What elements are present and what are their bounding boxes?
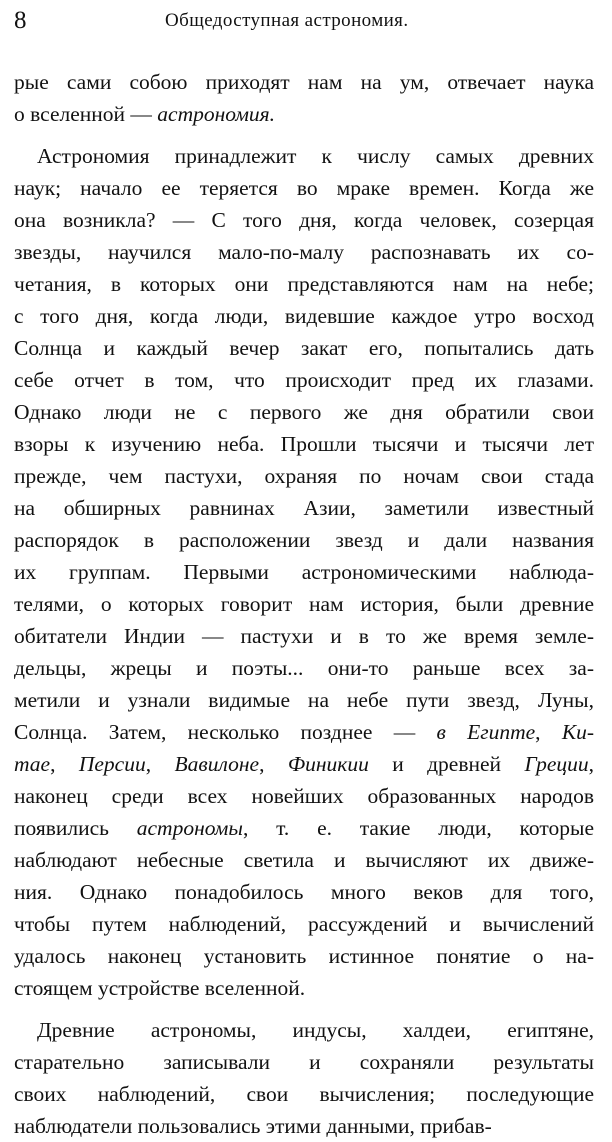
italic-text: Персии <box>78 752 146 776</box>
text-line <box>14 460 594 492</box>
running-title: Общедоступная астрономия. <box>165 10 409 31</box>
text-line <box>14 524 594 556</box>
text-line <box>14 98 594 130</box>
italic-text: в Египте <box>436 720 536 744</box>
text-span: дельцы, жрецы и поэты... они-то раньше всех за- <box>14 656 594 680</box>
text-line <box>14 652 594 684</box>
text-line <box>14 268 594 300</box>
text-span: с того дня, когда люди, видевшие каждое утро восход <box>14 304 594 328</box>
text-line <box>14 204 594 236</box>
text-line <box>14 876 594 908</box>
text-span: Солнца. Затем, несколько позднее — <box>14 720 437 744</box>
text-span: наконец среди всех новейших образованных народов <box>14 784 594 808</box>
page-number: 8 <box>14 7 27 34</box>
text-line <box>14 748 594 780</box>
text-span: метили и узнали видимые на небе пути звезд, Луны, <box>14 688 594 712</box>
text-line <box>14 332 594 364</box>
text-line <box>14 300 594 332</box>
text-span: распорядок в расположении звезд и дали названия <box>14 528 594 552</box>
text-span: стоящем устройстве вселенной. <box>14 976 306 1000</box>
text-line <box>37 140 594 172</box>
text-span: себе отчет в том, что происходит пред их глазами. <box>14 368 594 392</box>
text-span: рые сами собою приходят нам на ум, отвечает наука <box>14 70 594 94</box>
text-line <box>14 428 594 460</box>
text-line <box>14 588 594 620</box>
text-span: и древней <box>368 752 525 776</box>
text-line <box>14 812 594 844</box>
text-span: удалось наконец установить истинное понятие о на- <box>14 944 594 968</box>
text-span: Древние астрономы, индусы, халдеи, египтяне, <box>37 1018 594 1042</box>
text-span: старательно записывали и сохраняли результаты <box>14 1050 594 1074</box>
text-span: появились <box>14 816 137 840</box>
text-line <box>14 908 594 940</box>
text-line <box>14 1046 594 1078</box>
italic-text: Греции <box>524 752 589 776</box>
text-span: Солнца и каждый вечер закат его, попытались дать <box>14 336 594 360</box>
text-line <box>14 172 594 204</box>
text-line <box>14 940 594 972</box>
text-span: телями, о которых говорит нам история, были древние <box>14 592 594 616</box>
text-span: взоры к изучению неба. Прошли тысячи и тысячи лет <box>14 432 594 456</box>
text-line <box>14 1078 594 1110</box>
text-span: обитатели Индии — пастухи и в то же время земле- <box>14 624 594 648</box>
text-span: своих наблюдений, свои вычисления; последующие <box>14 1082 594 1106</box>
text-line <box>14 492 594 524</box>
italic-text: тае <box>14 752 51 776</box>
text-span: звезды, научился мало-по-малу распознавать их со- <box>14 240 594 264</box>
text-line <box>14 780 594 812</box>
italic-text: Ки- <box>561 720 595 744</box>
text-line <box>14 66 594 98</box>
page-header <box>0 6 612 36</box>
text-line <box>14 396 594 428</box>
text-span: она возникла? — С того дня, когда человек, созерцая <box>14 208 594 232</box>
text-span: , <box>259 752 288 776</box>
text-span: Астрономия принадлежит к числу самых древних <box>37 144 594 168</box>
text-line <box>14 716 594 748</box>
text-line <box>14 684 594 716</box>
text-span: , <box>145 752 175 776</box>
text-line <box>14 236 594 268</box>
text-line <box>14 844 594 876</box>
text-line <box>14 1110 594 1142</box>
text-line <box>14 972 594 1004</box>
italic-text: астрономия. <box>157 102 276 126</box>
text-span: о вселенной — <box>14 102 158 126</box>
text-span: их группам. Первыми астрономическими наблюда- <box>14 560 594 584</box>
italic-text: астрономы <box>136 816 243 840</box>
text-span: Однако люди не с первого же дня обратили свои <box>14 400 594 424</box>
text-span: , т. е. такие люди, которые <box>242 816 594 840</box>
text-span: четания, в которых они представляются нам на небе; <box>14 272 594 296</box>
text-span: ния. Однако понадобилось много веков для того, <box>14 880 594 904</box>
text-span: , <box>50 752 79 776</box>
text-line <box>14 364 594 396</box>
text-span: наблюдают небесные светила и вычисляют их движе- <box>14 848 594 872</box>
text-span: наблюдатели пользовались этими данными, прибав- <box>14 1114 492 1138</box>
text-span: , <box>535 720 562 744</box>
text-span: чтобы путем наблюдений, рассуждений и вычислений <box>14 912 594 936</box>
italic-text: Вавилоне <box>174 752 260 776</box>
italic-text: Финикии <box>287 752 369 776</box>
text-line <box>14 620 594 652</box>
text-span: , <box>588 752 595 776</box>
text-span: прежде, чем пастухи, охраняя по ночам свои стада <box>14 464 594 488</box>
text-span: наук; начало ее теряется во мраке времен. Когда же <box>14 176 594 200</box>
text-span: на обширных равнинах Азии, заметили известный <box>14 496 594 520</box>
text-line <box>14 556 594 588</box>
text-line <box>37 1014 594 1046</box>
